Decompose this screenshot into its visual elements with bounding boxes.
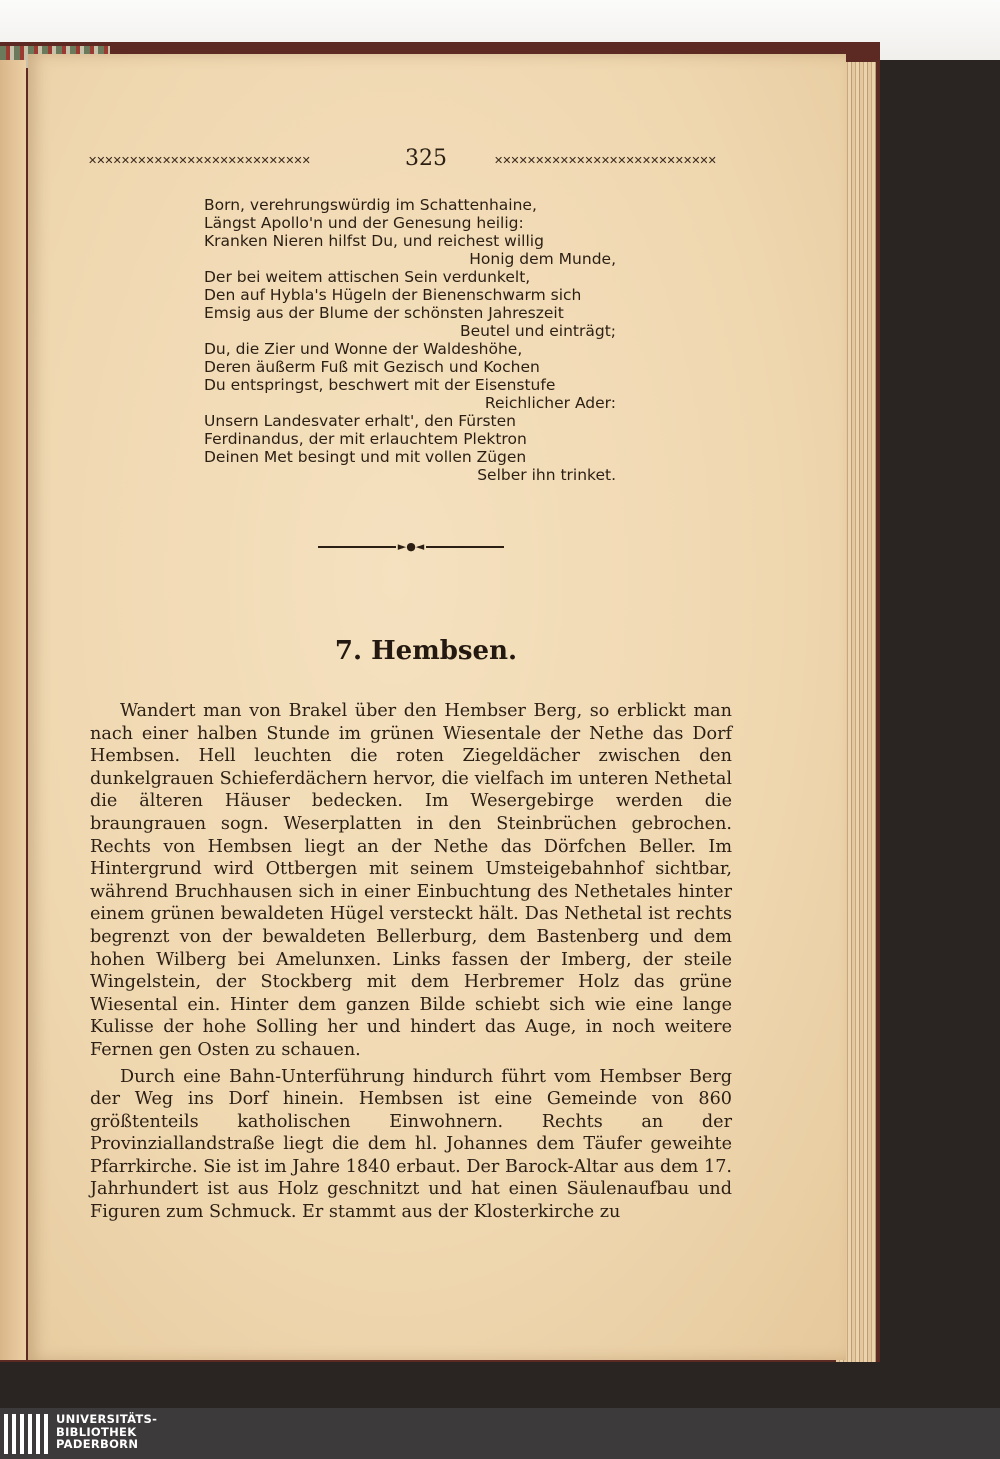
header-ornament-left: ✕✕✕✕✕✕✕✕✕✕✕✕✕✕✕✕✕✕✕✕✕✕✕✕✕✕✕ <box>88 154 310 166</box>
poem-line: Honig dem Munde, <box>469 250 616 268</box>
chapter-title: 7. Hembsen. <box>334 636 518 666</box>
paragraph: Durch eine Bahn-Unterführung hindurch führt vom Hembser Berg der Weg ins Dorf hinein. Hembsen ist eine Gemeinde von 860 größtenteils katholischen Einwohnern. Rechts an der Provinziallandstraße liegt die dem hl. Johannes dem Täufer geweihte Pfarrkirche. Sie ist im Jahre 1840 erbaut. Der Barock-Altar aus dem 17. Jahrhundert ist aus Holz geschnitzt und hat einen Säulenaufbau und Figuren zum Schmuck. Er stammt aus der Klosterkirche zu <box>90 1066 732 1223</box>
poem-line: Selber ihn trinket. <box>477 466 616 484</box>
library-name <box>56 1413 157 1451</box>
left-page-edge <box>0 60 26 1360</box>
poem-line: Emsig aus der Blume der schönsten Jahreszeit <box>204 304 564 322</box>
poem-line: Unsern Landesvater erhalt', den Fürsten <box>204 412 516 430</box>
poem-line: Ferdinandus, der mit erlauchtem Plektron <box>204 430 527 448</box>
library-name-line: PADERBORN <box>56 1437 139 1451</box>
poem-line: Beutel und einträgt; <box>459 322 616 340</box>
paragraph: Wandert man von Brakel über den Hembser Berg, so erblickt man nach einer halben Stunde im grünen Wiesentale der Nethe das Dorf Hembsen. Hell leuchten die roten Ziegeldächer zwischen den dunkelgrauen Schieferdächern hervor, die vielfach im unteren Nethetal die älteren Häuser bedecken. Im Wesergebirge werden die braungrauen sogn. Weserplatten in den Steinbrüchen gebrochen. Rechts von Hembsen liegt an der Nethe das Dörfchen Beller. Im Hintergrund wird Ottbergen mit seinem Umsteigebahnhof sichtbar, während Bruchhausen sich in einer Einbuchtung des Nethetales hinter einem grünen bewaldeten Hügel versteckt hält. Das Nethetal ist rechts begrenzt von der bewaldeten Bellerburg, dem Bastenberg und dem hohen Wilberg bei Amelunxen. Links fassen der Imberg, der steile Wingelstein, der Stockberg mit dem Herbremer Holz das grüne Wiesental ein. Hinter dem ganzen Bilde schiebt sich wie eine lange Kulisse der hohe Solling her und hindert das Auge, in noch weitere Fernen gen Osten zu schauen. <box>90 701 732 1060</box>
poem-line: Kranken Nieren hilfst Du, und reichest willig <box>204 232 544 250</box>
divider-line-right <box>426 546 504 548</box>
library-name-line: UNIVERSITÄTS- <box>56 1412 158 1426</box>
poem-line: Längst Apollo'n und der Genesung heilig: <box>204 214 524 232</box>
poem-stanza <box>204 196 616 484</box>
page-number: 325 <box>405 146 447 171</box>
poem-line: Deren äußerm Fuß mit Gezisch und Kochen <box>204 358 540 376</box>
poem-line: Deinen Met besingt und mit vollen Zügen <box>204 448 527 466</box>
divider-ornament-icon: ►●◄ <box>397 540 425 553</box>
header-ornament-right: ✕✕✕✕✕✕✕✕✕✕✕✕✕✕✕✕✕✕✕✕✕✕✕✕✕✕✕ <box>494 154 716 166</box>
poem-line: Du, die Zier und Wonne der Waldeshöhe, <box>204 340 523 358</box>
library-logo-icon <box>4 1414 48 1454</box>
poem-line: Reichlicher Ader: <box>484 394 616 412</box>
body-text <box>90 700 732 1224</box>
divider-line-left <box>318 546 396 548</box>
poem-line: Der bei weitem attischen Sein verdunkelt, <box>204 268 531 286</box>
poem-line: Du entspringst, beschwert mit der Eisenstufe <box>204 376 556 394</box>
library-name-line: BIBLIOTHEK <box>56 1424 137 1439</box>
section-divider <box>318 541 504 553</box>
page-header <box>88 144 764 174</box>
poem-line: Born, verehrungswürdig im Schattenhaine, <box>204 196 537 214</box>
book-page <box>28 54 846 1360</box>
library-footer <box>0 1408 1000 1459</box>
poem-line: Den auf Hybla's Hügeln der Bienenschwarm sich <box>204 286 582 304</box>
